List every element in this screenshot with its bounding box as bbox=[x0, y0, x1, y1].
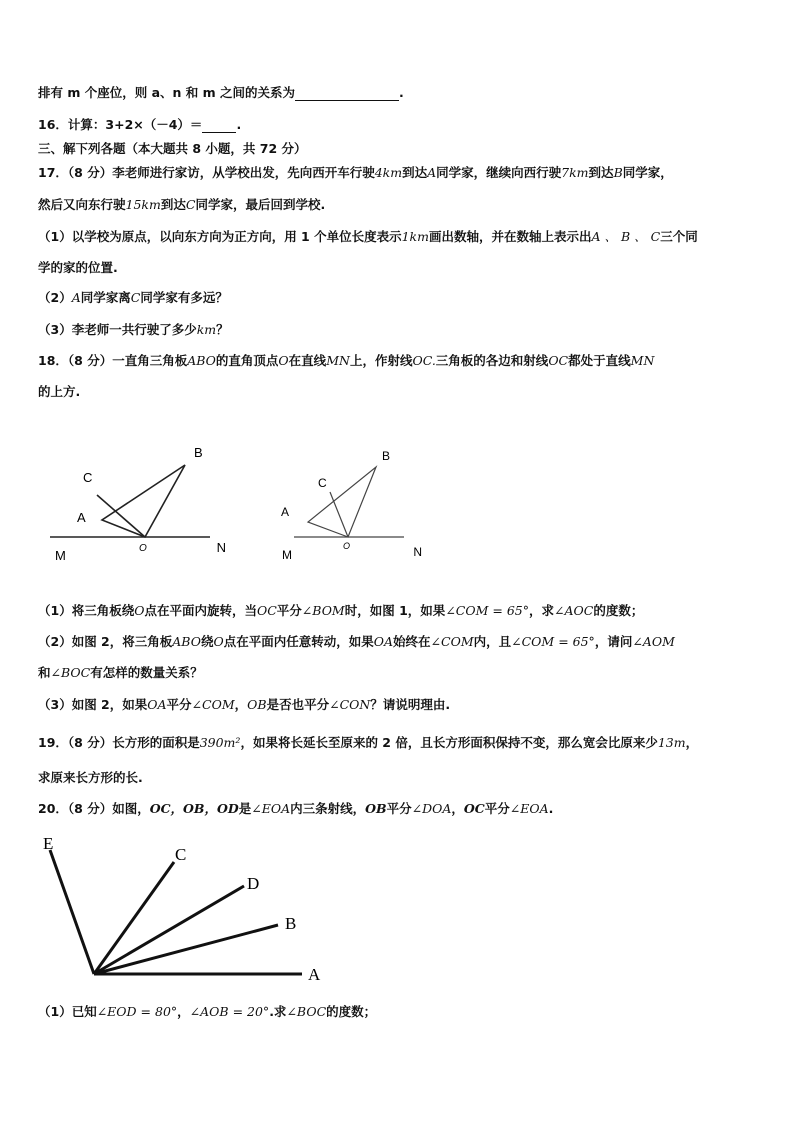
text: （3）李老师一共行驶了多少 bbox=[38, 322, 197, 337]
q15-text: 排有 m 个座位，则 a、n 和 m 之间的关系为 bbox=[38, 85, 295, 100]
label-c: C bbox=[83, 470, 93, 485]
text: ， bbox=[234, 697, 248, 712]
q17-line2 bbox=[38, 197, 325, 213]
triangle-abo bbox=[102, 465, 185, 537]
text: 画出数轴，并在数轴上表示出 bbox=[429, 229, 592, 244]
math: A bbox=[71, 290, 81, 305]
text: 同学家，最后回到学校. bbox=[195, 197, 326, 212]
math: C bbox=[185, 197, 196, 212]
text: 到达 bbox=[402, 165, 428, 180]
math: ∠CON bbox=[329, 697, 371, 712]
text: 同学家， bbox=[622, 165, 673, 180]
math: ABO bbox=[187, 353, 216, 368]
math: MN bbox=[326, 353, 350, 368]
label-n: N bbox=[216, 540, 226, 555]
math: ∠AOB = 20° bbox=[189, 1004, 270, 1019]
label-d: D bbox=[247, 874, 260, 893]
math: O bbox=[213, 634, 224, 649]
text: 内，且 bbox=[473, 634, 512, 649]
text: （1）将三角板绕 bbox=[38, 603, 135, 618]
q18-sub1 bbox=[38, 603, 643, 619]
text: 平分 bbox=[166, 697, 192, 712]
text: 是否也平分 bbox=[266, 697, 330, 712]
text: 平分 bbox=[386, 801, 412, 816]
math: km bbox=[196, 322, 217, 337]
math: MN bbox=[630, 353, 655, 368]
math: OC，OB，OD bbox=[149, 801, 239, 816]
math: ∠AOC bbox=[554, 603, 594, 618]
q18-line2: 的上方. bbox=[38, 384, 81, 399]
math: 7km bbox=[561, 165, 589, 180]
label-b: B bbox=[194, 445, 203, 460]
q17-sub1 bbox=[38, 229, 698, 245]
text: 平分 bbox=[484, 801, 510, 816]
q18-sub2-cont bbox=[38, 665, 203, 681]
text: 三个同 bbox=[660, 229, 698, 244]
label-b: B bbox=[382, 449, 391, 463]
q17-sub2 bbox=[38, 290, 228, 306]
text: 18．（8 分）一直角三角板 bbox=[38, 353, 188, 368]
text: 在直线 bbox=[288, 353, 327, 368]
label-m: M bbox=[55, 548, 66, 563]
text: 同学家，继续向西行驶 bbox=[436, 165, 562, 180]
text: ？ bbox=[216, 322, 229, 337]
q16-text: 16．计算：3+2×（－4）＝ bbox=[38, 117, 203, 132]
text: ，求 bbox=[528, 603, 554, 618]
text: 绕 bbox=[200, 634, 214, 649]
text: ？请说明理由. bbox=[370, 697, 451, 712]
answer-blank bbox=[295, 84, 399, 101]
q16-line bbox=[38, 116, 241, 133]
text: 始终在 bbox=[393, 634, 431, 649]
math: 1km bbox=[401, 229, 429, 244]
text: （1）已知 bbox=[38, 1004, 97, 1019]
q17-sub3 bbox=[38, 322, 229, 338]
label-a: A bbox=[308, 965, 321, 984]
q19-line2: 求原来长方形的长. bbox=[38, 770, 143, 785]
text: 然后又向东行驶 bbox=[38, 197, 126, 212]
math: 15km bbox=[125, 197, 161, 212]
text: （2） bbox=[38, 290, 72, 305]
text: 时，如图 1，如果 bbox=[344, 603, 446, 618]
text: ， bbox=[177, 1004, 190, 1019]
text: 都处于直线 bbox=[568, 353, 631, 368]
ray-od bbox=[94, 886, 244, 974]
math: C bbox=[130, 290, 141, 305]
math: ∠EOA bbox=[509, 801, 549, 816]
label-m: M bbox=[282, 548, 292, 562]
math: OC bbox=[548, 353, 569, 368]
text: 上，作射线 bbox=[349, 353, 413, 368]
label-o: O bbox=[343, 541, 351, 551]
text: 有怎样的数量关系？ bbox=[90, 665, 203, 680]
math: ∠AOM bbox=[632, 634, 675, 649]
label-c: C bbox=[318, 476, 327, 490]
ray-oe bbox=[50, 850, 94, 974]
text: 平分 bbox=[276, 603, 302, 618]
math: OC bbox=[256, 603, 277, 618]
math: 390m² bbox=[199, 735, 241, 750]
text: 点在平面内任意转动，如果 bbox=[223, 634, 374, 649]
text: 20．（8 分）如图， bbox=[38, 801, 150, 816]
math: OB bbox=[247, 697, 267, 712]
text: 和 bbox=[38, 665, 51, 680]
text: 到达 bbox=[588, 165, 614, 180]
text: 到达 bbox=[160, 197, 186, 212]
label-c: C bbox=[175, 845, 187, 864]
q19-line1 bbox=[38, 735, 698, 751]
q15-line bbox=[38, 84, 404, 101]
q20-sub1 bbox=[38, 1004, 376, 1020]
text: 的度数； bbox=[593, 603, 644, 618]
q15-end: . bbox=[399, 85, 404, 100]
text: ， bbox=[451, 801, 464, 816]
label-a: A bbox=[281, 505, 290, 519]
text: 的直角顶点 bbox=[215, 353, 279, 368]
text: 三角板的各边和射线 bbox=[435, 353, 549, 368]
math: OB bbox=[365, 801, 387, 816]
math: 13m bbox=[657, 735, 686, 750]
math: 4km bbox=[374, 165, 403, 180]
math: B bbox=[613, 165, 623, 180]
answer-blank bbox=[202, 116, 236, 133]
q16-end: . bbox=[236, 117, 242, 132]
q18-figure-1 bbox=[40, 440, 230, 570]
label-a: A bbox=[77, 510, 86, 525]
text: . bbox=[548, 801, 554, 816]
text: 是 bbox=[238, 801, 252, 816]
math: ∠COM = 65° bbox=[445, 603, 529, 618]
q17-sub1-cont: 学的家的位置. bbox=[38, 260, 118, 275]
q18-sub3 bbox=[38, 697, 450, 713]
math: ∠BOC bbox=[286, 1004, 327, 1019]
ray-ob bbox=[94, 925, 278, 974]
text: （3）如图 2，如果 bbox=[38, 697, 148, 712]
math: ABO bbox=[172, 634, 201, 649]
q18-figure-2 bbox=[270, 440, 430, 570]
text: 同学家有多远？ bbox=[140, 290, 228, 305]
q20-figure bbox=[36, 832, 336, 992]
text: 的度数； bbox=[326, 1004, 377, 1019]
math: OC bbox=[463, 801, 485, 816]
math: ∠EOD = 80° bbox=[96, 1004, 178, 1019]
math: ∠COM bbox=[191, 697, 235, 712]
math: ∠EOA bbox=[251, 801, 291, 816]
math: ∠COM = 65° bbox=[511, 634, 595, 649]
ray-oc bbox=[97, 495, 145, 537]
text: 同学家离 bbox=[80, 290, 131, 305]
math: OA bbox=[147, 697, 167, 712]
section-heading: 三、解下列各题（本大题共 8 小题，共 72 分） bbox=[38, 141, 307, 156]
text: ， bbox=[685, 735, 699, 750]
math: ∠BOM bbox=[301, 603, 345, 618]
q20-line1 bbox=[38, 801, 553, 817]
text: 19．（8 分）长方形的面积是 bbox=[38, 735, 200, 750]
q17-line1 bbox=[38, 165, 673, 181]
label-o: O bbox=[139, 543, 147, 554]
q18-sub2 bbox=[38, 634, 675, 650]
math: OC. bbox=[412, 353, 436, 368]
label-n: N bbox=[413, 545, 422, 559]
text: ，请问 bbox=[594, 634, 633, 649]
math: ∠DOA bbox=[411, 801, 452, 816]
q18-line1 bbox=[38, 353, 654, 369]
math: O bbox=[278, 353, 289, 368]
text: ，如果将长延长至原来的 2 倍，且长方形面积保持不变，那么宽会比原来少 bbox=[240, 735, 658, 750]
ray-oc bbox=[330, 492, 348, 537]
text: 内三条射线， bbox=[290, 801, 366, 816]
label-e: E bbox=[43, 834, 54, 853]
label-b: B bbox=[285, 914, 297, 933]
math: O bbox=[134, 603, 145, 618]
math: OA bbox=[373, 634, 394, 649]
math: A bbox=[427, 165, 437, 180]
math: ∠COM bbox=[430, 634, 474, 649]
math: A 、 B 、 C bbox=[591, 229, 661, 244]
text: .求 bbox=[269, 1004, 287, 1019]
math: ∠BOC bbox=[50, 665, 91, 680]
text: （1）以学校为原点，以向东方向为正方向，用 1 个单位长度表示 bbox=[38, 229, 402, 244]
text: （2）如图 2，将三角板 bbox=[38, 634, 173, 649]
text: 点在平面内旋转，当 bbox=[144, 603, 257, 618]
text: 17．（8 分）李老师进行家访，从学校出发，先向西开车行驶 bbox=[38, 165, 375, 180]
